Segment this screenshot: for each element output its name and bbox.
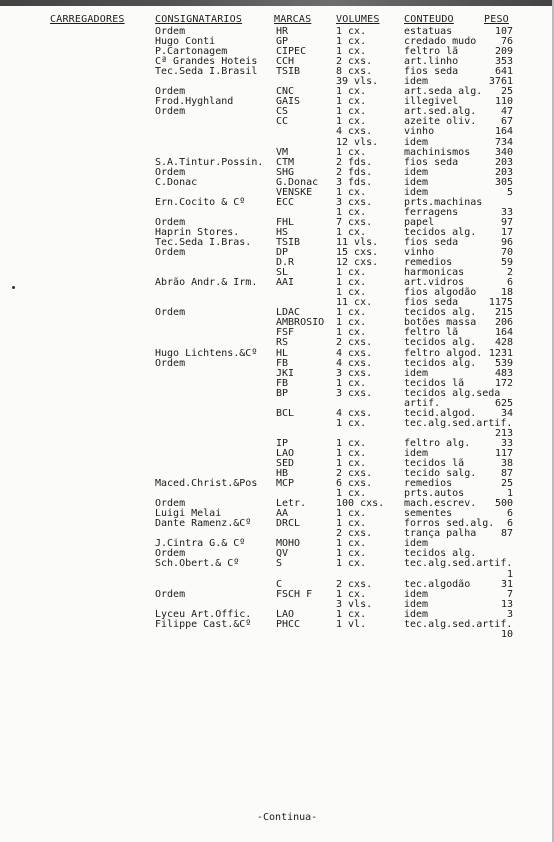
marca-cell: CCH <box>276 56 295 68</box>
peso-cell: 25 <box>500 86 513 98</box>
marca-cell: C <box>276 578 283 590</box>
marca-cell: JKI <box>276 367 295 379</box>
conteudo-cell: fios seda <box>404 297 459 309</box>
marca-cell: SHG <box>276 166 295 178</box>
conteudo-cell: feltro lã <box>404 46 459 58</box>
peso-cell: 33 <box>500 437 513 449</box>
consignatario-cell: Hugo Lichtens.&Cº <box>155 347 258 359</box>
conteudo-cell: idem <box>404 76 429 88</box>
marca-cell: MOHO <box>276 538 301 550</box>
peso-cell: 5 <box>506 186 513 198</box>
peso-cell: 3 <box>506 608 513 620</box>
conteudo-cell: forros sed.alg. <box>404 518 495 530</box>
marca-cell: MCP <box>276 478 295 490</box>
marca-cell: LDAC <box>276 307 301 319</box>
table-row <box>0 288 554 298</box>
conteudo-cell: art.vidros <box>404 277 465 289</box>
conteudo-cell: mach.escrev. <box>404 498 477 510</box>
volumes-cell: 4 cxs. <box>336 357 373 369</box>
marca-cell: DRCL <box>276 518 301 530</box>
conteudo-cell: tecidos alg.seda <box>404 387 501 399</box>
consignatario-cell: Filippe Cast.&Cº <box>155 618 252 630</box>
conteudo-cell: art.linho <box>404 56 459 68</box>
table-row <box>0 198 554 208</box>
peso-cell: 96 <box>500 236 513 248</box>
conteudo-cell: idem <box>404 538 429 550</box>
marca-cell: FSCH F <box>276 588 313 600</box>
volumes-cell: 1 cx. <box>336 508 367 520</box>
volumes-cell: 2 cxs. <box>336 528 373 540</box>
scan-top-edge <box>0 0 554 6</box>
table-row <box>0 67 554 77</box>
peso-cell: 34 <box>500 407 513 419</box>
volumes-cell: 1 cx. <box>336 548 367 560</box>
conteudo-cell: art.seda alg. <box>404 86 483 98</box>
conteudo-cell: harmonicas <box>404 267 465 279</box>
volumes-cell: 1 cx. <box>336 96 367 108</box>
volumes-cell: 1 cx. <box>336 437 367 449</box>
conteudo-cell: fios seda <box>404 66 459 78</box>
continua-note: -Continua- <box>257 812 318 823</box>
peso-cell: 1175 <box>488 297 513 309</box>
header-consignatarios: CONSIGNATARIOS <box>155 14 243 25</box>
table-row <box>0 127 554 137</box>
peso-cell: 6 <box>506 508 513 520</box>
consignatario-cell: Ordem <box>155 548 186 560</box>
volumes-cell: 6 cxs. <box>336 478 373 490</box>
header-peso: PESO <box>484 14 509 25</box>
header-marcas: MARCAS <box>274 14 312 25</box>
consignatario-cell: Maced.Christ.&Pos <box>155 478 258 490</box>
consignatario-cell: J.Cintra G.& Cº <box>155 538 246 550</box>
volumes-cell: 1 cx. <box>336 46 367 58</box>
peso-cell: 31 <box>500 578 513 590</box>
peso-cell: 67 <box>500 116 513 128</box>
peso-cell: 87 <box>500 468 513 480</box>
peso-cell: 87 <box>500 528 513 540</box>
peso-cell: 110 <box>494 96 513 108</box>
consignatario-cell: C.Donac <box>155 176 198 188</box>
peso-cell: 1231 <box>488 347 513 359</box>
consignatario-cell: Luigi Melai <box>155 508 222 520</box>
conteudo-cell: feltro lã <box>404 327 459 339</box>
conteudo-cell: machinismos <box>404 146 471 158</box>
header-conteudo: CONTEUDO <box>404 14 454 25</box>
volumes-cell: 1 cx. <box>336 186 367 198</box>
marca-cell: QV <box>276 548 289 560</box>
manifest-table <box>0 27 554 640</box>
marca-cell: VM <box>276 146 289 158</box>
volumes-cell: 2 cxs. <box>336 468 373 480</box>
marca-cell: VENSKE <box>276 186 313 198</box>
conteudo-cell: tec.algodão <box>404 578 471 590</box>
table-row <box>0 117 554 127</box>
peso-cell: 483 <box>494 367 513 379</box>
marca-cell: CTM <box>276 156 295 168</box>
volumes-cell: 39 vls. <box>336 76 379 88</box>
peso-cell: 6 <box>506 518 513 530</box>
volumes-cell: 1 cx. <box>336 277 367 289</box>
peso-cell: 539 <box>494 357 513 369</box>
conteudo-cell: idem <box>404 136 429 148</box>
volumes-cell: 12 vls. <box>336 136 379 148</box>
conteudo-cell: tec.alg.sed.artif. <box>404 417 513 429</box>
peso-cell: 18 <box>500 287 513 299</box>
volumes-cell: 1 cx. <box>336 106 367 118</box>
header-volumes: VOLUMES <box>336 14 380 25</box>
consignatario-cell: P.Cartonagem <box>155 46 228 58</box>
peso-cell: 3761 <box>488 76 513 88</box>
peso-cell: 70 <box>500 247 513 259</box>
volumes-cell: 1 cx. <box>336 538 367 550</box>
peso-cell: 305 <box>494 176 513 188</box>
conteudo-cell: idem <box>404 588 429 600</box>
consignatario-cell: Frod.Hyghland <box>155 96 234 108</box>
peso-cell: 13 <box>500 598 513 610</box>
volumes-cell: 1 cx. <box>336 287 367 299</box>
table-row <box>0 620 554 630</box>
conteudo-cell: tecidos alg. <box>404 357 477 369</box>
volumes-cell: 1 vl. <box>336 618 367 630</box>
conteudo-cell: fios seda <box>404 156 459 168</box>
marca-cell: FHL <box>276 216 295 228</box>
peso-cell: 1 <box>506 568 513 580</box>
peso-cell: 25 <box>500 478 513 490</box>
conteudo-cell: idem <box>404 186 429 198</box>
consignatario-cell: Lyceu Art.Offic. <box>155 608 252 620</box>
peso-cell: 164 <box>494 327 513 339</box>
conteudo-cell: tecid.algod. <box>404 407 477 419</box>
volumes-cell: 11 vls. <box>336 236 379 248</box>
table-row <box>0 630 554 640</box>
marca-cell: CIPEC <box>276 46 307 58</box>
volumes-cell: 1 cx. <box>336 488 367 500</box>
peso-cell: 206 <box>494 317 513 329</box>
marca-cell: IP <box>276 437 289 449</box>
peso-cell: 33 <box>500 206 513 218</box>
marca-cell: HR <box>276 26 289 37</box>
volumes-cell: 1 cx. <box>336 146 367 158</box>
volumes-cell: 1 cx. <box>336 417 367 429</box>
consignatario-cell: S.A.Tintur.Possin. <box>155 156 264 168</box>
volumes-cell: 1 cx. <box>336 86 367 98</box>
volumes-cell: 3 cxs. <box>336 367 373 379</box>
conteudo-cell: idem <box>404 367 429 379</box>
conteudo-cell: remedios <box>404 478 453 490</box>
marca-cell: BP <box>276 387 289 399</box>
volumes-cell: 1 cx. <box>336 588 367 600</box>
conteudo-cell: tecidos alg. <box>404 226 477 238</box>
marca-cell: HL <box>276 347 289 359</box>
conteudo-cell: credado mudo <box>404 36 477 48</box>
volumes-cell: 11 cx. <box>336 297 373 309</box>
consignatario-cell: Tec.Seda I.Brasil <box>155 66 258 78</box>
consignatario-cell: Haprin Stores. <box>155 226 240 238</box>
volumes-cell: 2 fds. <box>336 156 373 168</box>
volumes-cell: 15 cxs. <box>336 247 379 259</box>
peso-cell: 641 <box>494 66 513 78</box>
conteudo-cell: tecidos alg. <box>404 548 477 560</box>
volumes-cell: 1 cx. <box>336 327 367 339</box>
conteudo-cell: fios seda <box>404 236 459 248</box>
consignatario-cell: Dante Ramenz.&Cº <box>155 518 252 530</box>
peso-cell: 734 <box>494 136 513 148</box>
peso-cell: 7 <box>506 588 513 600</box>
peso-cell: 10 <box>500 628 513 640</box>
consignatario-cell: Ordem <box>155 86 186 98</box>
conteudo-cell: botões massa <box>404 317 477 329</box>
conteudo-cell: tec.alg.sed.artif. <box>404 618 513 630</box>
volumes-cell: 4 cxs. <box>336 347 373 359</box>
marca-cell: RS <box>276 337 289 349</box>
consignatario-cell: Cª Grandes Hoteis <box>155 56 258 68</box>
peso-cell: 59 <box>500 257 513 269</box>
consignatario-cell: Ordem <box>155 166 186 178</box>
conteudo-cell: idem <box>404 166 429 178</box>
marca-cell: PHCC <box>276 618 301 630</box>
conteudo-cell: prts.machinas <box>404 196 483 208</box>
peso-cell: 353 <box>494 56 513 68</box>
volumes-cell: 3 vls. <box>336 598 373 610</box>
volumes-cell: 1 cx. <box>336 26 367 37</box>
marca-cell: AA <box>276 508 289 520</box>
conteudo-cell: art.sed.alg. <box>404 106 477 118</box>
consignatario-cell: Ordem <box>155 357 186 369</box>
conteudo-cell: sementes <box>404 508 453 520</box>
peso-cell: 213 <box>494 427 513 439</box>
peso-cell: 1 <box>506 488 513 500</box>
conteudo-cell: idem <box>404 176 429 188</box>
peso-cell: 340 <box>494 146 513 158</box>
table-row <box>0 338 554 348</box>
marca-cell: DP <box>276 247 289 259</box>
peso-cell: 172 <box>494 377 513 389</box>
volumes-cell: 1 cx. <box>336 458 367 470</box>
table-row <box>0 590 554 600</box>
conteudo-cell: vinho <box>404 126 435 138</box>
peso-cell: 164 <box>494 126 513 138</box>
conteudo-cell: remedios <box>404 257 453 269</box>
conteudo-cell: artif. <box>404 397 441 409</box>
consignatario-cell: Ordem <box>155 106 186 118</box>
volumes-cell: 2 cxs. <box>336 578 373 590</box>
conteudo-cell: feltro alg. <box>404 437 471 449</box>
conteudo-cell: tecidos lã <box>404 377 465 389</box>
volumes-cell: 2 cxs. <box>336 337 373 349</box>
consignatario-cell: Sch.Obert.& Cº <box>155 558 240 570</box>
marca-cell: FB <box>276 357 289 369</box>
consignatario-cell: Ordem <box>155 498 186 510</box>
conteudo-cell: tecidos alg. <box>404 307 477 319</box>
table-row <box>0 479 554 489</box>
consignatario-cell: Abrão Andr.& Irm. <box>155 277 258 289</box>
conteudo-cell: fios algodão <box>404 287 477 299</box>
conteudo-cell: idem <box>404 608 429 620</box>
consignatario-cell: Tec.Seda I.Bras. <box>155 236 252 248</box>
volumes-cell: 1 cx. <box>336 206 367 218</box>
marca-cell: CC <box>276 116 289 128</box>
peso-cell: 117 <box>494 447 513 459</box>
marca-cell: ECC <box>276 196 295 208</box>
conteudo-cell: azeite oliv. <box>404 116 477 128</box>
marca-cell: CS <box>276 106 289 118</box>
volumes-cell: 4 cxs. <box>336 407 373 419</box>
marca-cell: S <box>276 558 283 570</box>
peso-cell: 209 <box>494 46 513 58</box>
table-row <box>0 389 554 399</box>
volumes-cell: 7 cxs. <box>336 216 373 228</box>
consignatario-cell: Ordem <box>155 216 186 228</box>
marca-cell: AAI <box>276 277 295 289</box>
conteudo-cell: vinho <box>404 247 435 259</box>
marca-cell: AMBROSIO <box>276 317 325 329</box>
conteudo-cell: idem <box>404 447 429 459</box>
peso-cell: 2 <box>506 267 513 279</box>
consignatario-cell: Hugo Conti <box>155 36 216 48</box>
marca-cell: TSIB <box>276 66 301 78</box>
peso-cell: 203 <box>494 166 513 178</box>
volumes-cell: 1 cx. <box>336 36 367 48</box>
volumes-cell: 1 cx. <box>336 447 367 459</box>
volumes-cell: 4 cxs. <box>336 126 373 138</box>
marca-cell: LAO <box>276 608 295 620</box>
conteudo-cell: ferragens <box>404 206 459 218</box>
marca-cell: SED <box>276 458 295 470</box>
conteudo-cell: tecidos lã <box>404 458 465 470</box>
conteudo-cell: trança palha <box>404 528 477 540</box>
consignatario-cell: Ordem <box>155 26 186 37</box>
peso-cell: 6 <box>506 277 513 289</box>
marca-cell: FB <box>276 377 289 389</box>
marca-cell: G.Donac <box>276 176 319 188</box>
volumes-cell: 1 cx. <box>336 377 367 389</box>
marca-cell: GP <box>276 36 289 48</box>
volumes-cell: 100 cxs. <box>336 498 385 510</box>
peso-cell: 38 <box>500 458 513 470</box>
volumes-cell: 2 cxs. <box>336 56 373 68</box>
peso-cell: 107 <box>494 26 513 37</box>
volumes-cell: 1 cx. <box>336 518 367 530</box>
volumes-cell: 1 cx. <box>336 608 367 620</box>
conteudo-cell: prts.autos <box>404 488 465 500</box>
peso-cell: 76 <box>500 36 513 48</box>
marca-cell: LAO <box>276 447 295 459</box>
marca-cell: D.R <box>276 257 295 269</box>
peso-cell: 428 <box>494 337 513 349</box>
marca-cell: HB <box>276 468 289 480</box>
marca-cell: CNC <box>276 86 295 98</box>
marca-cell: TSIB <box>276 236 301 248</box>
conteudo-cell: illegivel <box>404 96 459 108</box>
marca-cell: SL <box>276 267 289 279</box>
table-row <box>0 559 554 569</box>
header-carregadores: CARREGADORES <box>50 14 125 25</box>
conteudo-cell: idem <box>404 598 429 610</box>
conteudo-cell: tecidos alg. <box>404 337 477 349</box>
marca-cell: FSF <box>276 327 295 339</box>
volumes-cell: 1 cx. <box>336 317 367 329</box>
volumes-cell: 8 cxs. <box>336 66 373 78</box>
marca-cell: HS <box>276 226 289 238</box>
table-row <box>0 419 554 429</box>
volumes-cell: 2 fds. <box>336 166 373 178</box>
volumes-cell: 3 fds. <box>336 176 373 188</box>
conteudo-cell: tecido salg. <box>404 468 477 480</box>
volumes-cell: 1 cx. <box>336 116 367 128</box>
peso-cell: 47 <box>500 106 513 118</box>
peso-cell: 215 <box>494 307 513 319</box>
peso-cell: 17 <box>500 226 513 238</box>
conteudo-cell: tec.alg.sed.artif. <box>404 558 513 570</box>
conteudo-cell: papel <box>404 216 435 228</box>
marca-cell: BCL <box>276 407 295 419</box>
volumes-cell: 1 cx. <box>336 307 367 319</box>
peso-cell: 97 <box>500 216 513 228</box>
consignatario-cell: Ordem <box>155 588 186 600</box>
volumes-cell: 3 cxs. <box>336 196 373 208</box>
conteudo-cell: feltro algod. <box>404 347 483 359</box>
consignatario-cell: Ordem <box>155 247 186 259</box>
volumes-cell: 1 cx. <box>336 558 367 570</box>
peso-cell: 500 <box>494 498 513 510</box>
volumes-cell: 12 cxs. <box>336 257 379 269</box>
peso-cell: 203 <box>494 156 513 168</box>
consignatario-cell: Ern.Cocito & Cº <box>155 196 246 208</box>
marca-cell: Letr. <box>276 498 307 510</box>
conteudo-cell: estatuas <box>404 26 453 37</box>
marca-cell: GAIS <box>276 96 301 108</box>
volumes-cell: 1 cx. <box>336 226 367 238</box>
consignatario-cell: Ordem <box>155 307 186 319</box>
peso-cell: 625 <box>494 397 513 409</box>
volumes-cell: 1 cx. <box>336 267 367 279</box>
volumes-cell: 3 cxs. <box>336 387 373 399</box>
